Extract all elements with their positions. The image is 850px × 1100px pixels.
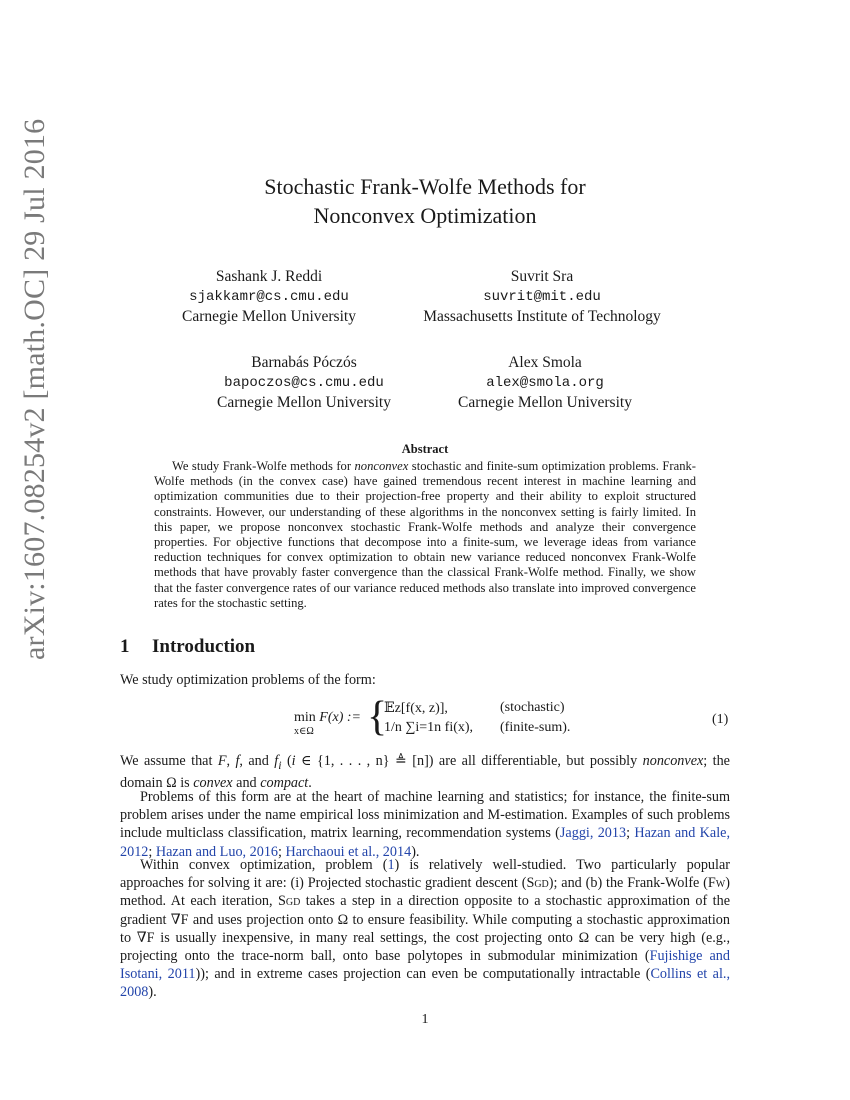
math-var: f	[235, 753, 240, 769]
abstract-emphasis: nonconvex	[354, 459, 409, 473]
author-email[interactable]: suvrit@mit.edu	[483, 289, 601, 305]
author-email[interactable]: alex@smola.org	[486, 375, 604, 391]
equation-expression: 1/n ∑i=1n fi(x),	[384, 720, 474, 735]
paragraph-convex-optimization	[120, 856, 730, 1002]
equation-number: (1)	[712, 712, 729, 727]
equation-expression: 𝔼z[f(x, z)],	[384, 701, 448, 716]
text: ;	[626, 825, 635, 842]
citation-link[interactable]: Jaggi, 2013	[559, 825, 627, 842]
citation-link[interactable]: Fujishige and Isotani, 2011	[120, 948, 730, 983]
section-heading	[120, 636, 255, 658]
min-subscript: x∈Ω	[294, 726, 314, 737]
math-var: F	[217, 753, 227, 769]
author-block-3	[198, 353, 410, 413]
text: ) method. At each iteration,	[120, 875, 730, 910]
author-email[interactable]: sjakkamr@cs.cmu.edu	[189, 289, 349, 305]
equation-lhs-text: F(x) :=	[319, 710, 361, 725]
abstract-text	[154, 459, 696, 611]
author-block-4	[440, 353, 650, 413]
text: , and	[239, 753, 275, 769]
text: takes a step in a direction opposite to a stochastic approximation of the gradient ∇F and uses projection onto Ω to ensure feasibility. While computing a stochastic approximation to ∇F is usually inexpensive, in many real settings, the cost projecting onto Ω can be very high (e.g., projecting onto the trace-norm ball, onto base polytopes in submodular minimization (	[120, 893, 730, 965]
equation-lhs	[294, 710, 361, 737]
title-line-1: Stochastic Frank-Wolfe Methods for	[264, 174, 586, 199]
text: ); and (b) the Frank-Wolfe (	[548, 875, 708, 892]
author-block-1	[166, 267, 372, 327]
paragraph-problems	[120, 788, 730, 861]
min-operator	[294, 710, 316, 737]
text: ) is relatively well-studied. Two particularly popular approaches for solving it are: (i) Projected stochastic gradient descent (	[120, 857, 730, 892]
text: ;	[148, 843, 156, 860]
citation-link[interactable]: Harchaoui et al., 2014	[285, 843, 412, 860]
equation-ref-link[interactable]: 1	[387, 857, 395, 873]
citation-link[interactable]: Hazan and Luo, 2016	[155, 843, 279, 860]
emphasis: compact	[260, 775, 309, 792]
author-email[interactable]: bapoczos@cs.cmu.edu	[224, 375, 384, 391]
sgd-abbrev: Sgd	[526, 875, 549, 892]
text: Problems of this form are at the heart of machine learning and statistics; for instance, the finite-sum problem arises under the name empirical loss minimization and M-estimation. Examples of such problems include multiclass classification, matrix learning, recommendation systems (	[120, 789, 730, 842]
title-line-2: Nonconvex Optimization	[313, 203, 537, 228]
fw-abbrev: Fw	[707, 875, 726, 892]
text: ).	[148, 984, 157, 1001]
text: ;	[278, 843, 286, 860]
paragraph-assumptions	[120, 752, 730, 792]
emphasis: nonconvex	[642, 753, 704, 769]
page-number: 1	[421, 1012, 429, 1027]
math-subscript: i	[278, 757, 282, 772]
author-block-2	[400, 267, 684, 327]
author-affiliation: Carnegie Mellon University	[182, 308, 356, 325]
text: .	[308, 775, 312, 792]
text: ∈ {1, . . . , n} ≜ [n]) are all differentiable, but possibly	[295, 753, 643, 769]
equation-row-1	[384, 700, 565, 717]
paper-title	[0, 172, 850, 230]
section-number: 1	[120, 636, 130, 657]
math-var: i	[291, 753, 296, 769]
section-title: Introduction	[152, 636, 256, 657]
text: and	[232, 775, 261, 792]
author-affiliation: Massachusetts Institute of Technology	[423, 308, 661, 325]
sgd-abbrev: Sgd	[277, 893, 301, 910]
intro-sentence: We study optimization problems of the form:	[120, 672, 376, 688]
text: (	[281, 753, 292, 769]
author-affiliation: Carnegie Mellon University	[458, 394, 632, 411]
equation-condition: (finite-sum).	[500, 720, 571, 735]
text: We assume that	[120, 753, 218, 769]
left-brace-icon: {	[367, 694, 388, 740]
author-name: Alex Smola	[508, 354, 582, 371]
abstract-text-part: stochastic and finite-sum optimization problems. Frank-Wolfe methods (in the convex case) have gained tremendous recent interest in machine learning and optimization communities due to their projection-free property and their ability to exploit structured constraints. However, our understanding of these algorithms in the nonconvex setting is fairly limited. In this paper, we propose nonconvex stochastic Frank-Wolfe methods and analyze their convergence properties. For objective functions that decompose into a finite-sum, we leverage ideas from variance reduction techniques for convex optimization to obtain new variance reduced nonconvex Frank-Wolfe methods that have provably faster convergence than the classical Frank-Wolfe method. Finally, we show that the faster convergence rates of our variance reduced methods also translate into improved convergence rates for the stochastic setting.	[154, 459, 696, 610]
abstract-heading: Abstract	[401, 442, 449, 456]
author-affiliation: Carnegie Mellon University	[217, 394, 391, 411]
min-text: min	[294, 710, 316, 725]
equation-row-2	[384, 720, 571, 736]
arxiv-stamp: arXiv:1607.08254v2 [math.OC] 29 Jul 2016	[18, 118, 51, 660]
author-name: Sashank J. Reddi	[215, 268, 323, 285]
equation-condition: (stochastic)	[500, 700, 565, 715]
text: Within convex optimization, problem (	[140, 857, 388, 873]
author-name: Barnabás Póczós	[251, 354, 357, 371]
author-name: Suvrit Sra	[510, 268, 574, 285]
citation-link[interactable]: Hazan and Kale, 2012	[120, 825, 731, 860]
citation-link[interactable]: Collins et al., 2008	[120, 966, 730, 1001]
math-var: f	[274, 753, 279, 769]
text: ; the domain Ω is	[120, 753, 730, 792]
text: ,	[226, 753, 236, 769]
emphasis: convex	[193, 775, 233, 792]
abstract-text-part: We study Frank-Wolfe methods for	[172, 459, 355, 473]
text: )); and in extreme cases projection can even be computationally intractable (	[195, 966, 651, 983]
text: ).	[411, 843, 420, 860]
